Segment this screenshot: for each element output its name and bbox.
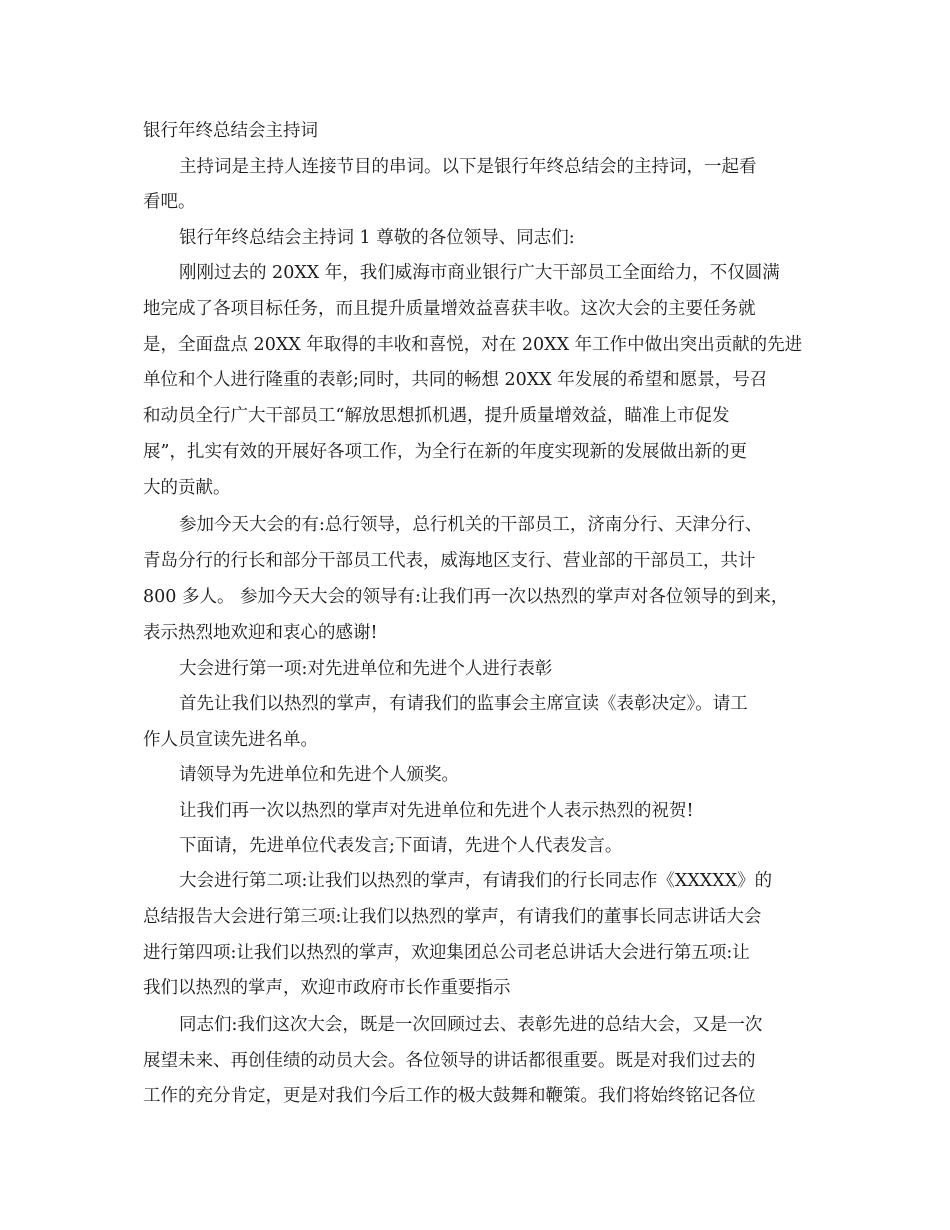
paragraph-line: 首先让我们以热烈的掌声，有请我们的监事会主席宣读《表彰决定》。请工 [179, 694, 748, 714]
paragraph-line: 大的贡献。 [143, 478, 231, 498]
paragraph-line: 地完成了各项目标任务，而且提升质量增效益喜获丰收。这次大会的主要任务就 [143, 299, 756, 319]
paragraph-line: 银行年终总结会主持词 1 尊敬的各位领导、同志们: [179, 228, 575, 248]
paragraph-line: 同志们:我们这次大会，既是一次回顾过去、表彰先进的总结大会，又是一次 [179, 1015, 763, 1035]
paragraph-line: 展”，扎实有效的开展好各项工作，为全行在新的年度实现新的发展做出新的更 [143, 442, 747, 462]
paragraph-line: 刚刚过去的 20XX 年，我们威海市商业银行广大干部员工全面给力，不仅圆满 [179, 263, 780, 283]
paragraph-line: 总结报告大会进行第三项:让我们以热烈的掌声，有请我们的董事长同志讲话大会 [143, 907, 762, 927]
paragraph-line: 看吧。 [143, 192, 196, 212]
paragraph-line: 展望未来、再创佳绩的动员大会。各位领导的讲话都很重要。既是对我们过去的 [143, 1051, 756, 1071]
paragraph-line: 工作的充分肯定，更是对我们今后工作的极大鼓舞和鞭策。我们将始终铭记各位 [143, 1086, 756, 1106]
paragraph-line: 青岛分行的行长和部分干部员工代表，威海地区支行、营业部的干部员工，共计 [143, 551, 756, 571]
paragraph-line: 我们以热烈的掌声，欢迎市政府市长作重要指示 [143, 978, 511, 998]
paragraph-line: 大会进行第一项:对先进单位和先进个人进行表彰 [179, 659, 553, 679]
paragraph-line: 是，全面盘点 20XX 年取得的丰收和喜悦，对在 20XX 年工作中做出突出贡献的先进 [143, 335, 803, 355]
paragraph-line: 和动员全行广大干部员工“解放思想抓机遇，提升质量增效益，瞄准上市促发 [143, 406, 730, 426]
document-title: 银行年终总结会主持词 [143, 121, 318, 141]
paragraph-line: 进行第四项:让我们以热烈的掌声，欢迎集团总公司老总讲话大会进行第五项:让 [143, 943, 750, 963]
paragraph-line: 下面请，先进单位代表发言;下面请，先进个人代表发言。 [179, 836, 623, 856]
paragraph-line: 大会进行第二项:让我们以热烈的掌声，有请我们的行长同志作《XXXXX》的 [179, 871, 773, 891]
paragraph-line: 参加今天大会的有:总行领导，总行机关的干部员工，济南分行、天津分行、 [179, 515, 763, 535]
paragraph-line: 请领导为先进单位和先进个人颁奖。 [179, 765, 459, 785]
paragraph-line: 作人员宣读先进名单。 [143, 730, 318, 750]
paragraph-line: 表示热烈地欢迎和衷心的感谢! [143, 623, 378, 643]
paragraph-line: 让我们再一次以热烈的掌声对先进单位和先进个人表示热烈的祝贺! [179, 801, 694, 821]
paragraph-line: 800 多人。 参加今天大会的领导有:让我们再一次以热烈的掌声对各位领导的到来， [143, 587, 789, 607]
paragraph-line: 主持词是主持人连接节目的串词。以下是银行年终总结会的主持词，一起看 [179, 157, 757, 177]
paragraph-line: 单位和个人进行隆重的表彰;同时，共同的畅想 20XX 年发展的希望和愿景，号召 [143, 370, 768, 390]
